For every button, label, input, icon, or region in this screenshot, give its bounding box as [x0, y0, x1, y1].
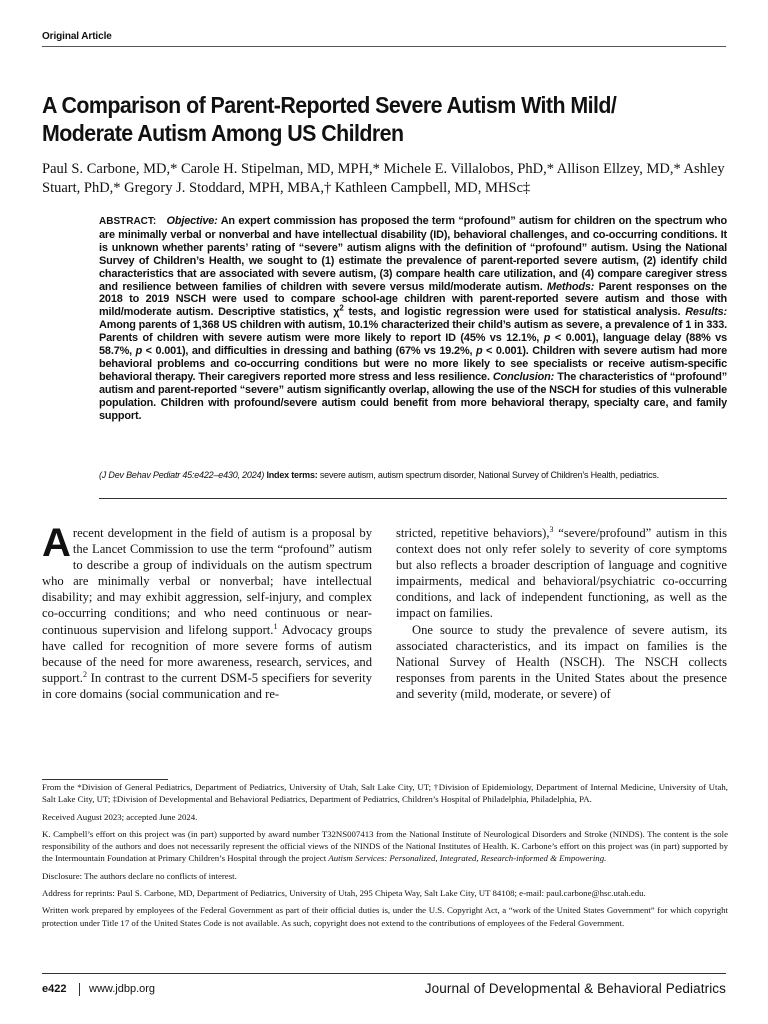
methods-text: Parent responses on the 2018 to 2019 NSCH were used to compare school-age children with parent-reported severe autism and those with mild/moderate autism. Descriptive statistics, χ — [99, 280, 727, 319]
conclusion-label: Conclusion: — [492, 370, 555, 383]
page-number: e422 — [42, 983, 67, 995]
objective-label: Objective: — [166, 215, 218, 227]
results-text-4: < 0.001). Children with severe autism had more behavioral problems and co-occurring conditions but were no more likely to see specialists or receive autism-specific behavioral therapy. Their caregivers reported more stress and less resilience. — [99, 345, 727, 383]
body-text: Advocacy groups have called for recognition of more severe forms of autism because of the need for more awareness, research, services, and support. — [42, 622, 373, 685]
affiliations-note: From the *Division of General Pediatrics, Department of Pediatrics, University of Utah, Salt Lake City, UT; †Division of Epidemiology, Department of Internal Medicine, University of Utah, Salt Lake City, UT; ‡Division of Developmental and Behavioral Pediatrics, Department of Pediatrics, Children’s Hospital of Philadelphia, Philadelphia, PA. — [42, 782, 728, 805]
funding-note — [42, 828, 728, 865]
body-text: “severe/profound” autism in this context does not only refer solely to severity of core symptoms but also reflects a broader description of language and cognitive impairments, medical and behavioral/psychiatric co-occurring conditions, and lack of independent functioning, as well as the impact on families. — [396, 526, 727, 621]
conclusion-text: The characteristics of “profound” autism and parent-reported “severe” autism significantly overlap, allowing the use of the NSCH for studies of this vulnerable population. Children with profound/severe autism could benefit from more behavioral therapy, specialty care, and family support. — [99, 370, 727, 422]
index-terms: severe autism, autism spectrum disorder, National Survey of Children’s Health, pediatrics. — [319, 470, 659, 480]
government-note: Written work prepared by employees of the Federal Government as part of their official duties is, under the U.S. Copyright Act, a “work of the United States Government” for which copyright protection under Title 17 of the United States Code is not available. As such, copyright does not extend to the contributions of employees of the Federal Government. — [42, 905, 728, 928]
chi-squared-exponent: 2 — [339, 303, 344, 313]
footer-separator — [79, 983, 80, 996]
article-title: A Comparison of Parent-Reported Severe Autism With Mild/ Moderate Autism Among US Children — [42, 92, 617, 146]
journal-name: Journal of Developmental & Behavioral Pediatrics — [424, 981, 726, 996]
citation-line — [99, 469, 727, 481]
journal-citation: (J Dev Behav Pediatr 45:e422–e430, 2024) — [99, 470, 265, 480]
methods-label: Methods: — [547, 280, 595, 293]
results-text-1: Among parents of 1,368 US children with autism, 10.1% characterized their child’s autism as severe, a prevalence of 1 in 333. Parents of children with severe autism were more likely to report ID (45% vs 12.1%, — [99, 319, 727, 345]
results-text-2: < 0.001), language delay (88% vs 58.7%, — [99, 332, 728, 358]
footnotes — [42, 781, 728, 934]
p-value-symbol: p — [135, 345, 143, 358]
body-column-left — [42, 521, 373, 702]
body-text: stricted, repetitive behaviors), — [396, 526, 550, 540]
reference-marker: 1 — [273, 621, 278, 631]
body-column-right — [396, 525, 727, 702]
body-text: In contrast to the current DSM-5 specifiers for severity in core domains (social communication and re- — [42, 670, 372, 701]
reference-marker: 3 — [549, 524, 554, 534]
index-terms-label: Index terms: — [266, 470, 318, 480]
abstract-divider — [99, 498, 727, 499]
footnote-divider — [42, 779, 168, 780]
p-value-symbol: p — [475, 345, 483, 358]
methods-text-end: tests, and logistic regression were used for statistical analysis. — [343, 306, 681, 319]
address-note: Address for reprints: Paul S. Carbone, MD, Department of Pediatrics, University of Utah, 295 Chipeta Way, Salt Lake City, UT 84108; e-mail: paul.carbone@hsc.utah.edu. — [42, 888, 646, 899]
footer-divider — [42, 973, 726, 974]
header-divider — [42, 46, 726, 47]
body-paragraph: One source to study the prevalence of severe autism, its associated characteristics, and its impact on families is the National Survey of Health (NSCH). The NSCH collects responses from parents in the United States about the presence and severity (mild, moderate, or severe) of — [396, 622, 727, 701]
abstract-label: ABSTRACT: — [99, 216, 157, 227]
reference-marker: 2 — [82, 669, 87, 679]
funding-text: K. Campbell’s effort on this project was (in part) supported by award number T32NS007413 from the National Institute of Neurological Disorders and Stroke (NINDS). The content is the sole responsibility of the authors and does not necessarily represent the official views of the NINDS of the National Institutes of Health. K. Carbone’s effort on this project was (in part) supported by the Intermountain Foundation at Primary Children’s Hospital through the project — [42, 828, 728, 864]
objective-text: An expert commission has proposed the term “profound” autism for children on the spectrum who are minimally verbal or nonverbal and have intellectual disability (ID), behavioral challenges, and co-occurring conditions. It is unknown whether parents’ rating of “severe” autism aligns with the definition of “profound” autism. Using the National Survey of Children’s Health, we sought to (1) estimate the prevalence of parent-reported severe autism, (2) identify child characteristics that are associated with severe autism, (3) compare health care utilization, and (4) compare caregiver stress and resilience between families of children with severe versus mild/moderate autism. — [99, 215, 727, 293]
section-label: Original Article — [42, 31, 112, 42]
drop-cap: A — [42, 521, 71, 565]
author-list: Paul S. Carbone, MD,* Carole H. Stipelman, MD, MPH,* Michele E. Villalobos, PhD,* Allison Ellzey, MD,* Ashley Stuart, PhD,* Gregory J. Stoddard, MPH, MBA,† Kathleen Campbell, MD, MHSc‡ — [42, 161, 725, 196]
results-text-3: < 0.001), and difficulties in dressing and bathing (67% vs 19.2%, — [142, 345, 476, 358]
received-note: Received August 2023; accepted June 2024. — [42, 811, 198, 822]
results-label: Results: — [685, 306, 727, 319]
journal-url[interactable]: www.jdbp.org — [89, 983, 156, 995]
body-text: recent development in the field of autism is a proposal by the Lancet Commission to use the term “profound” autism to describe a group of individuals on the autism spectrum who are minimally verbal or nonverbal; have intellectual disability; and may exhibit aggression, self-injury, and complex co-occurring conditions; and who need continuous or near-continuous supervision and lifelong support. — [42, 526, 372, 637]
disclosure-note: Disclosure: The authors declare no conflicts of interest. — [42, 870, 237, 881]
funding-project: Autism Services: Personalized, Integrated, Research-informed & Empowering. — [328, 853, 607, 864]
p-value-symbol: p — [543, 332, 551, 345]
abstract — [99, 215, 727, 423]
